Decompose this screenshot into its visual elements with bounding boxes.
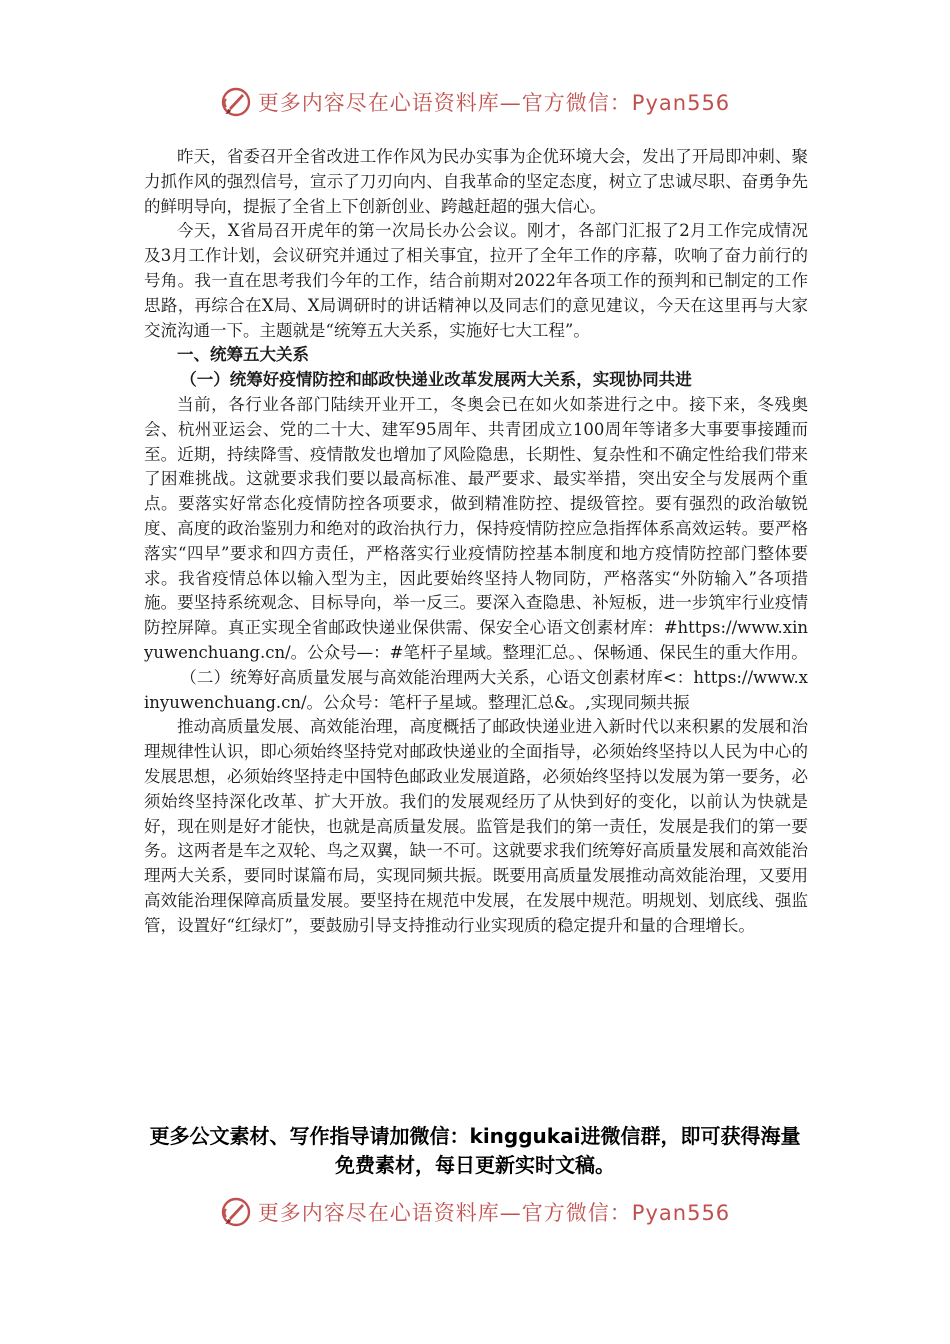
footer-banner-text: 更多内容尽在心语资料库—官方微信：Pyan556 xyxy=(257,1201,731,1225)
paragraph-4: 推动高质量发展、高效能治理，高度概括了邮政快递业进入新时代以来积累的发展和治理规律性认识，即心须始终坚持党对邮政快递业的全面指导，必须始终坚持以人民为中心的发展思想，必须始终坚持走中国特色邮政业发展道路，必须始终坚持以发展为第一要务，必须始终坚持深化改革、扩大开放。我们的发展观经历了从快到好的变化，以前认为快就是好，现在则是好才能快，也就是高质量发展。监管是我们的第一责任，发展是我们的第一要务。这两者是车之双轮、鸟之双翼，缺一不可。这就要求我们统筹好高质量发展和高效能治理两大关系，要同时谋篇布局，实现同频共振。既要用高质量发展推动高效能治理，又要用高效能治理保障高质量发展。要坚持在规范中发展，在发展中规范。明规划、划底线、强监管，设置好“红绿灯”，要鼓励引导支持推动行业实现质的稳定提升和量的合理增长。 xyxy=(144,717,808,935)
subsection-heading-1: （一）统筹好疫情防控和邮政快递业改革发展两大关系，实现协同共进 xyxy=(180,370,692,390)
brush-logo-icon xyxy=(220,1196,252,1228)
section-heading-1: 一、统筹五大关系 xyxy=(177,345,309,365)
document-body xyxy=(144,145,808,939)
paragraph-2: 今天，X省局召开虎年的第一次局长办公会议。刚才，各部门汇报了2月工作完成情况及3月工作计划，会议研究并通过了相关事宜，拉开了全年工作的序幕，吹响了奋力前行的号角。我一直在思考我们今年的工作，结合前期对2022年各项工作的预判和已制定的工作思路，再综合在X局、X局调研时的讲话精神以及同志们的意见建议，今天在这里再与大家交流沟通一下。主题就是“统筹五大关系，实施好七大工程”。 xyxy=(144,221,808,340)
paragraph-3: 当前，各行业各部门陆续开业开工，冬奥会已在如火如荼进行之中。接下来，冬残奥会、杭州亚运会、党的二十大、建军95周年、共青团成立100周年等诸多大事要事接踵而至。近期，持续降雪、疫情散发也增加了风险隐患，长期性、复杂性和不确定性给我们带来了困难挑战。这就要求我们要以最高标准、最严要求、最实举措，突出安全与发展两个重点。要落实好常态化疫情防控各项要求，做到精准防控、提级管控。要有强烈的政治敏锐度、高度的政治鉴别力和绝对的政治执行力，保持疫情防控应急指挥体系高效运转。要严格落实“四早”要求和四方责任，严格落实行业疫情防控基本制度和地方疫情防控部门整体要求。我省疫情总体以输入型为主，因此要始终坚持人物同防，严格落实“外防输入”各项措施。要坚持系统观念、目标导向，举一反三。要深入查隐患、补短板，进一步筑牢行业疫情防控屏障。真正实现全省邮政快递业保供需、保安全心语文创素材库：#https://www.xinyuwenchuang.cn/。公众号—：#笔杆子星域。整理汇总。、保畅通、保民生的重大作用。 xyxy=(144,394,808,662)
footer-banner xyxy=(0,1192,950,1232)
paragraph-1: 昨天，省委召开全省改进工作作风为民办实事为企优环境大会，发出了开局即冲刺、聚力抓作风的强烈信号，宣示了刀刃向内、自我革命的坚定态度，树立了忠诚尽职、奋勇争先的鲜明导向，提振了全省上下创新创业、跨越赶超的强大信心。 xyxy=(144,147,808,216)
header-banner-text: 更多内容尽在心语资料库—官方微信：Pyan556 xyxy=(257,91,731,115)
promo-notice: 更多公文素材、写作指导请加微信：kinggukai进微信群，即可获得海量免费素材，每日更新实时文稿。 xyxy=(149,1124,801,1177)
header-banner xyxy=(0,82,950,122)
subsection-heading-2: （二）统筹好高质量发展与高效能治理两大关系，心语文创素材库<：https://www.xinyuwenchuang.cn/。公众号：笔杆子星域。整理汇总&。,实现同频共振 xyxy=(144,667,808,712)
brush-logo-icon xyxy=(220,86,252,118)
